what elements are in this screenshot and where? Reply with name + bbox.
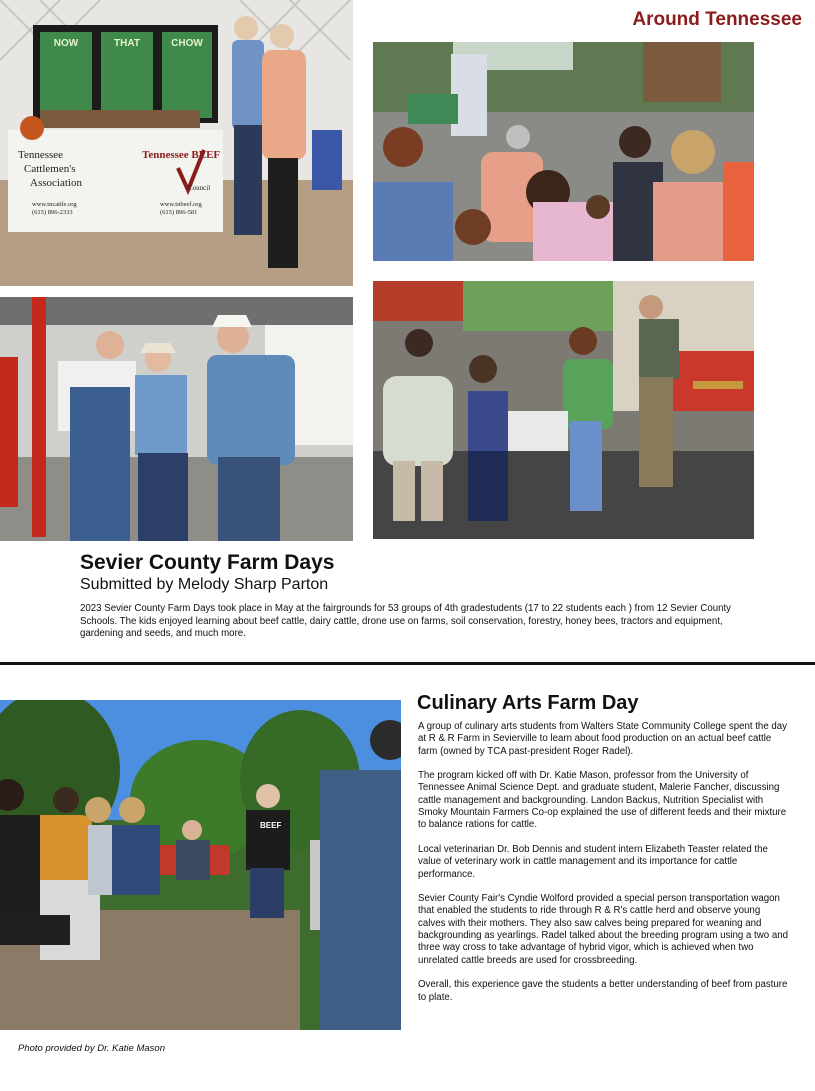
- article-2-body: [418, 721, 788, 1016]
- booth-phone-right: (615) 896-581: [160, 209, 198, 216]
- section-divider: [0, 662, 815, 665]
- photo-wagon-ride: [0, 700, 401, 1030]
- article-1-byline: Submitted by Melody Sharp Parton: [80, 576, 329, 593]
- photo-caption: Photo provided by Dr. Katie Mason: [18, 1043, 165, 1054]
- booth-sign-right-sub: Council: [188, 184, 211, 192]
- poster-label-2: THAT: [114, 38, 140, 49]
- booth-phone-left: (615) 896-2333: [32, 209, 73, 216]
- booth-url-left: www.tncattle.org: [32, 201, 77, 208]
- shirt-text: BEEF: [260, 821, 282, 830]
- article-2-paragraph: Local veterinarian Dr. Bob Dennis and student intern Elizabeth Teaster related the value of veterinary work in cattle management and its importance for cattle performance.: [418, 843, 768, 880]
- booth-sign-right: Tennessee BEEF: [142, 149, 221, 161]
- booth-url-right: www.tnbeef.org: [160, 201, 202, 208]
- article-2-headline: Culinary Arts Farm Day: [417, 692, 639, 714]
- booth-sign-line-1: Tennessee: [18, 149, 64, 161]
- photo-students-group: [373, 42, 754, 261]
- booth-sign-line-3: Association: [30, 177, 82, 189]
- article-2-paragraph: A group of culinary arts students from Walters State Community College spent the day at R & R Farm in Sevierville to learn about food production on an actual beef cattle farm (owned by TCA past-president Roger Radel).: [418, 721, 788, 757]
- article-2-paragraph: Overall, this experience gave the students a better understanding of beef from pasture to plate.: [418, 979, 788, 1003]
- poster-label-3: CHOW: [171, 38, 203, 49]
- section-label: Around Tennessee: [632, 9, 802, 30]
- article-1-headline: Sevier County Farm Days: [80, 551, 335, 574]
- photo-booth-couple: [0, 0, 353, 286]
- booth-sign-line-2: Cattlemen's: [24, 163, 76, 175]
- photo-three-men: [0, 297, 353, 541]
- poster-label-1: NOW: [53, 38, 79, 49]
- article-1-body: 2023 Sevier County Farm Days took place in May at the fairgrounds for 53 groups of 4th gradestudents (17 to 22 students each ) from 12 Sevier County Schools. The kids enjoyed learning about beef cattle, dairy cattle, drone use on farms, soil conservation, forestry, honey bees, tractors and equipment, gardening and seeds, and much more.: [80, 603, 732, 640]
- photo-demonstration: [373, 281, 754, 539]
- article-2-paragraph: Sevier County Fair's Cyndie Wolford provided a special person transportation wagon that enabled the students to ride through R & R's cattle herd and observe young calves with their mothers. They also saw calves being prepared for weaning and backgrounding as yearlings. Radel talked about the breeding program using a two and three way cross to take advantage of hybrid vigor, which is achieved when two unrelated cattle breeds are used for crossbreeding.: [418, 893, 788, 966]
- article-2-paragraph: The program kicked off with Dr. Katie Mason, professor from the University of Tennessee Animal Science Dept. and graduate student, Malerie Fancher, discussing cattle management and backgrounding. Landon Backus, Nutrition Specialist with Smoky Mountain Farmers Co-op explained the use of different feeds and their mixture to balance rations for cattle.: [418, 770, 787, 831]
